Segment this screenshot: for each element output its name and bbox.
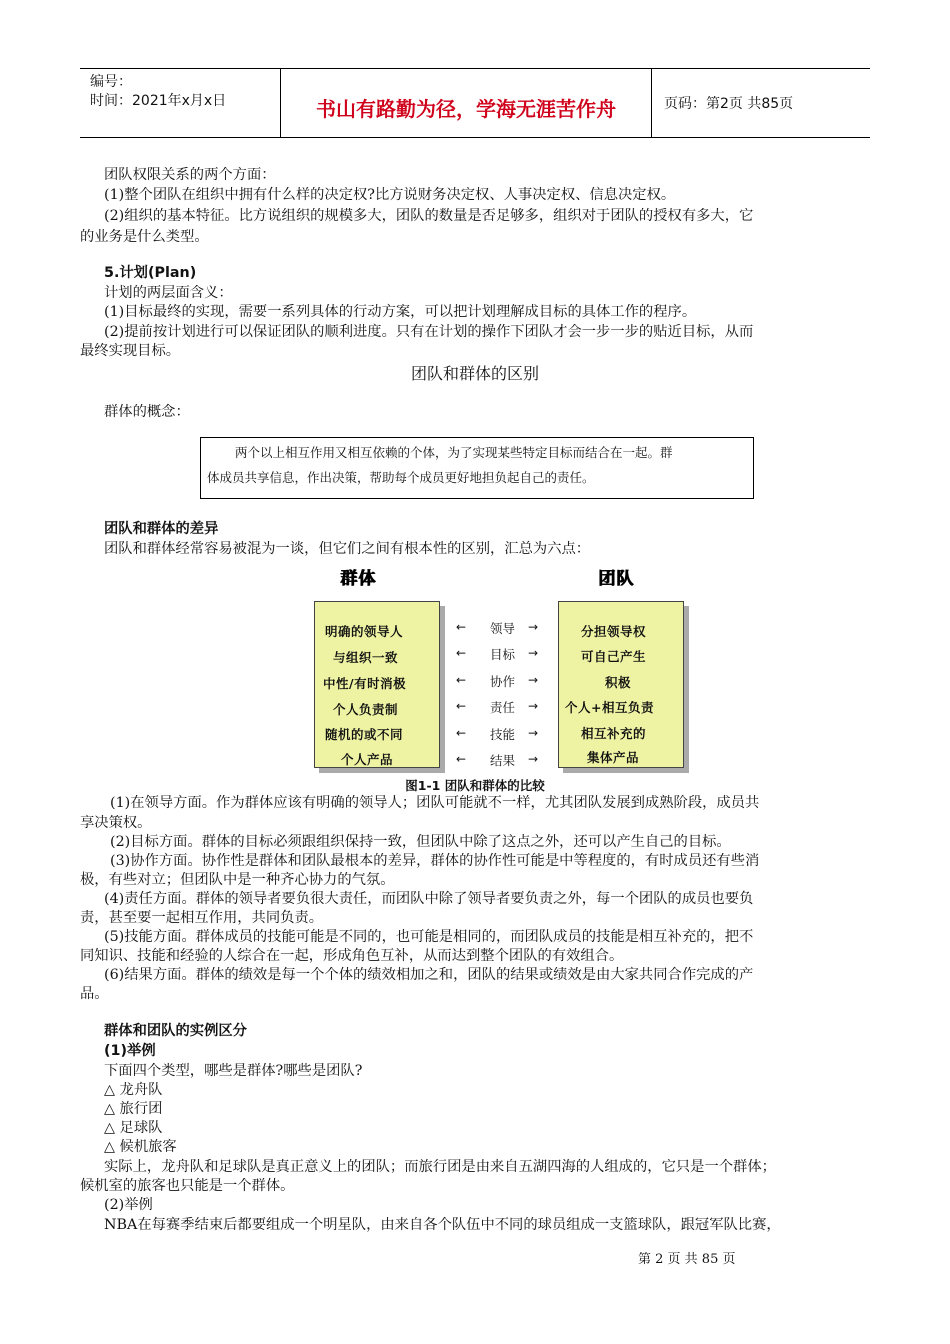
arrow-right-icon: → — [528, 620, 539, 634]
header-motto: 书山有路勤为径，学海无涯苦作舟 — [316, 97, 616, 121]
definition-box — [200, 437, 754, 499]
paragraph: (2)举例 — [104, 1197, 153, 1213]
arrow-left-icon: ← — [456, 646, 467, 660]
comparison-dimension: 责任 — [490, 700, 516, 715]
arrow-right-icon: → — [528, 646, 539, 660]
team-item: 集体产品 — [587, 750, 640, 765]
paragraph: 候机室的旅客也只能是一个群体。 — [80, 1178, 295, 1194]
arrow-left-icon: ← — [456, 752, 467, 766]
paragraph: 实际上，龙舟队和足球队是真正意义上的团队；而旅行团是由来自五湖四海的人组成的，它只是一个群体； — [104, 1159, 776, 1175]
team-item: 相互补充的 — [581, 726, 647, 741]
group-characteristics-box — [314, 601, 440, 768]
paragraph: 责，甚至要一起相互作用，共同负责。 — [80, 910, 324, 926]
paragraph: (5)技能方面。群体成员的技能可能是不同的，也可能是相同的，而团队成员的技能是相互补充的，把不 — [104, 929, 754, 945]
header-page-info: 页码：第2页 共85页 — [664, 96, 794, 112]
paragraph: 下面四个类型，哪些是群体?哪些是团队? — [104, 1063, 363, 1079]
comparison-dimension: 目标 — [490, 647, 516, 662]
team-item: 分担领导权 — [581, 624, 647, 639]
paragraph: 团队权限关系的两个方面： — [104, 167, 276, 183]
paragraph: 群体的概念： — [104, 404, 190, 420]
group-item: 中性/有时消极 — [323, 676, 407, 691]
subsection-heading: (1)举例 — [104, 1043, 156, 1059]
team-item: 可自己产生 — [581, 649, 647, 664]
arrow-right-icon: → — [528, 673, 539, 687]
figure-label-group: 群体 — [340, 569, 376, 589]
arrow-left-icon: ← — [456, 620, 467, 634]
paragraph: 同知识、技能和经验的人综合在一起，形成角色互补，从而达到整个团队的有效组合。 — [80, 948, 624, 964]
section-heading: 5.计划(Plan) — [104, 265, 197, 281]
figure-label-team: 团队 — [598, 569, 634, 589]
paragraph: (1)在领导方面。作为群体应该有明确的领导人；团队可能就不一样，尤其团队发展到成熟阶段，成员共 — [110, 795, 760, 811]
paragraph: 计划的两层面含义： — [104, 285, 233, 301]
paragraph: (1)目标最终的实现，需要一系列具体的行动方案，可以把计划理解成目标的具体工作的程序。 — [104, 304, 697, 320]
group-item: 个人负责制 — [333, 702, 399, 717]
paragraph: (3)协作方面。协作性是群体和团队最根本的差异，群体的协作性可能是中等程度的，有时成员还有些消 — [110, 853, 760, 869]
arrow-right-icon: → — [528, 726, 539, 740]
paragraph: (6)结果方面。群体的绩效是每一个个体的绩效相加之和，团队的结果或绩效是由大家共同合作完成的产 — [104, 967, 754, 983]
arrow-left-icon: ← — [456, 726, 467, 740]
paragraph: 享决策权。 — [80, 815, 152, 831]
paragraph: 极，有些对立；但团队中是一种齐心协力的气氛。 — [80, 872, 395, 888]
arrow-left-icon: ← — [456, 673, 467, 687]
figure-caption: 图1-1 团队和群体的比较 — [405, 778, 545, 793]
team-item: 个人+相互负责 — [565, 700, 654, 715]
team-characteristics-box — [558, 601, 684, 768]
paragraph: (2)组织的基本特征。比方说组织的规模多大，团队的数量是否足够多，组织对于团队的授权有多大，它 — [104, 208, 754, 224]
paragraph: (4)责任方面。群体的领导者要负很大责任，而团队中除了领导者要负责之外，每一个团队的成员也要负 — [104, 891, 754, 907]
group-item: 个人产品 — [341, 752, 394, 767]
document-header — [80, 68, 870, 138]
section-title: 团队和群体的区别 — [410, 364, 539, 383]
group-item: 明确的领导人 — [325, 624, 404, 639]
section-heading: 团队和群体的差异 — [104, 521, 219, 537]
paragraph: NBA在每赛季结束后都要组成一个明星队，由来自各个队伍中不同的球员组成一支篮球队，跟冠军队比赛， — [104, 1217, 781, 1233]
definition-line: 两个以上相互作用又相互依赖的个体，为了实现某些特定目标而结合在一起。群 — [235, 445, 673, 460]
paragraph: (1)整个团队在组织中拥有什么样的决定权?比方说财务决定权、人事决定权、信息决定权。 — [104, 187, 676, 203]
paragraph: 团队和群体经常容易被混为一谈，但它们之间有根本性的区别，汇总为六点： — [104, 541, 591, 557]
paragraph: (2)目标方面。群体的目标必须跟组织保持一致，但团队中除了这点之外，还可以产生自己的目标。 — [110, 834, 731, 850]
arrow-right-icon: → — [528, 752, 539, 766]
list-item: △ 候机旅客 — [104, 1139, 177, 1155]
list-item: △ 足球队 — [104, 1120, 163, 1136]
document-date: 时间：2021年x月x日 — [90, 93, 227, 109]
group-item: 随机的或不同 — [325, 727, 404, 742]
paragraph: (2)提前按计划进行可以保证团队的顺利进度。只有在计划的操作下团队才会一步一步的贴近目标，从而 — [104, 324, 754, 340]
paragraph: 品。 — [80, 986, 109, 1002]
group-item: 与组织一致 — [333, 650, 399, 665]
header-center-cell — [281, 69, 652, 137]
arrow-left-icon: ← — [456, 699, 467, 713]
comparison-dimension: 技能 — [490, 727, 516, 742]
list-item: △ 龙舟队 — [104, 1082, 163, 1098]
comparison-dimension: 结果 — [490, 753, 516, 768]
comparison-dimension: 领导 — [490, 621, 516, 636]
definition-line: 体成员共享信息，作出决策，帮助每个成员更好地担负起自己的责任。 — [207, 470, 595, 485]
team-item: 积极 — [605, 675, 632, 690]
section-heading: 群体和团队的实例区分 — [104, 1023, 247, 1039]
comparison-dimension: 协作 — [490, 674, 516, 689]
paragraph: 最终实现目标。 — [80, 343, 181, 359]
page-footer: 第 2 页 共 85 页 — [638, 1252, 736, 1267]
header-left-cell — [80, 69, 281, 137]
paragraph: 的业务是什么类型。 — [80, 229, 209, 245]
list-item: △ 旅行团 — [104, 1101, 163, 1117]
arrow-right-icon: → — [528, 699, 539, 713]
header-right-cell — [652, 69, 870, 137]
document-number-label: 编号： — [90, 74, 132, 90]
